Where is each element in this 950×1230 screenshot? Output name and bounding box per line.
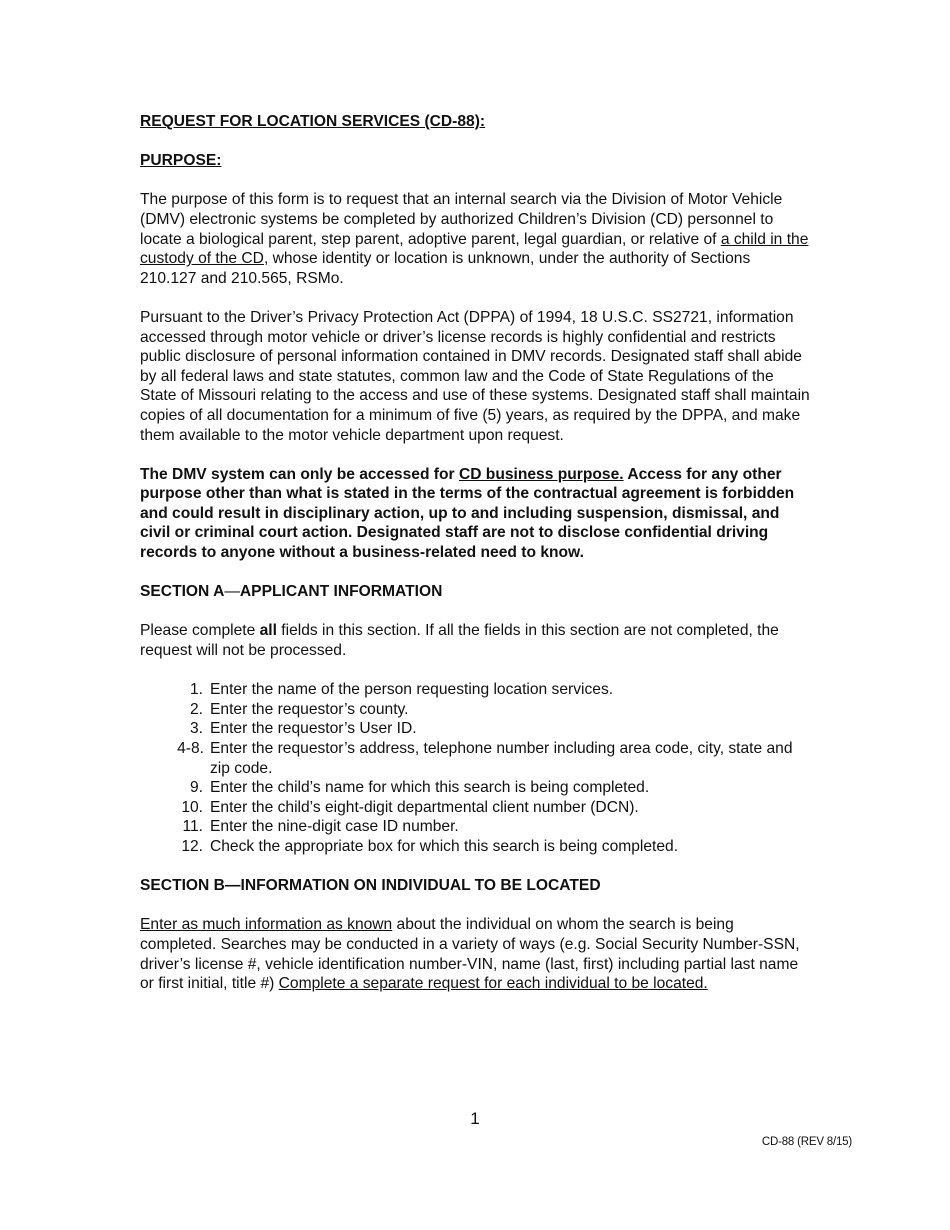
list-item: 3. Enter the requestor’s User ID.	[189, 720, 417, 738]
form-title: REQUEST FOR LOCATION SERVICES (CD-88):	[140, 113, 486, 130]
section-b-paragraph: Enter as much information as known about the individual on whom the search is being completed. Searches may be conducted in a variety of ways (e.g. Social Security Number-SSN, driver’s license #, vehicle identification number-VIN, name (last, first) including partial last name or first initial, title #) Complete a separate request for each individual to be located.	[140, 916, 800, 993]
business-purpose-underlined: CD business purpose.	[458, 465, 624, 483]
list-item: 1. Enter the name of the person requesting location services.	[189, 681, 614, 699]
list-item: 2. Enter the requestor’s county.	[189, 700, 409, 718]
purpose-paragraph: The purpose of this form is to request that an internal search via the Division of Motor Vehicle (DMV) electronic systems be completed by authorized Children’s Division (CD) personnel to locate a biological parent, step parent, adoptive parent, legal guardian, or relative of a child in the custody of the CD, whose identity or location is unknown, under the authority of Sections 210.127 and 210.565, RSMo.	[140, 191, 809, 287]
dppa-paragraph: Pursuant to the Driver’s Privacy Protection Act (DPPA) of 1994, 18 U.S.C. SS2721, information accessed through motor vehicle or driver’s license records is highly confidential and restricts public disclosure of personal information contained in DMV records. Designated staff shall abide by all federal laws and state statutes, common law and the Code of State Regulations of the State of Missouri relating to the access and use of these systems. Designated staff shall maintain copies of all documentation for a minimum of five (5) years, as required by the DPPA, and make them available to the motor vehicle department upon request.	[140, 308, 810, 444]
section-b-heading: SECTION B—INFORMATION ON INDIVIDUAL TO BE LOCATED	[140, 877, 601, 895]
list-item: 11. Enter the nine-digit case ID number.	[182, 818, 459, 836]
custody-underlined: a child in the custody of the CD	[140, 230, 809, 268]
page-number: 1	[470, 1109, 480, 1128]
list-item: 9. Enter the child’s name for which this search is being completed.	[189, 779, 650, 797]
list-item: 10. Enter the child’s eight-digit departmental client number (DCN).	[181, 798, 639, 816]
purpose-heading: PURPOSE:	[140, 152, 222, 170]
list-item: 12. Check the appropriate box for which this search is being completed.	[181, 837, 679, 855]
section-a-intro: Please complete all fields in this section. If all the fields in this section are not completed, the request will not be processed.	[140, 622, 779, 660]
warning-paragraph: The DMV system can only be accessed for CD business purpose. Access for any other purpose other than what is stated in the terms of the contractual agreement is forbidden and could result in disciplinary action, up to and including suspension, dismissal, and civil or criminal court action. Designated staff are not to disclose confidential driving records to anyone without a business-related need to know.	[140, 465, 795, 562]
form-revision-id: CD-88 (REV 8/15)	[761, 1136, 852, 1148]
document-body	[140, 112, 810, 994]
section-a-heading: SECTION A—APPLICANT INFORMATION	[140, 583, 443, 601]
list-item: 4-8. Enter the requestor’s address, telephone number including area code, city, state and zip code.	[177, 740, 793, 777]
section-a-steps	[140, 680, 810, 856]
